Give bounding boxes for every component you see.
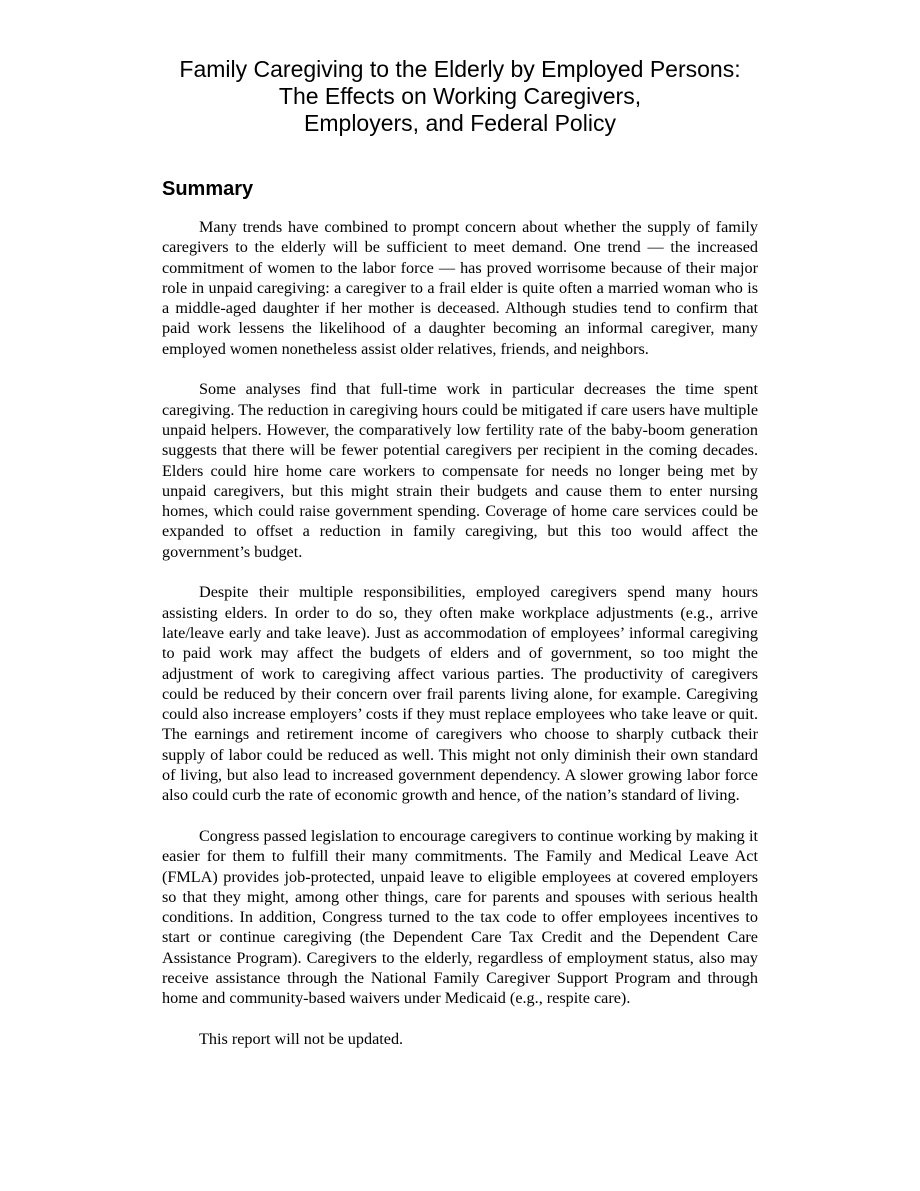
summary-paragraph-1: Many trends have combined to prompt concern about whether the supply of family caregivers to the elderly will be sufficient to meet demand. One trend — the increased commitment of women to the labor force — has proved worrisome because of their major role in unpaid caregiving: a caregiver to a frail elder is quite often a married woman who is a middle-aged daughter if her mother is deceased. Although studies tend to confirm that paid work lessens the likelihood of a daughter becoming an informal caregiver, many employed women nonetheless assist older relatives, friends, and neighbors. [162,218,758,358]
summary-paragraph-3: Despite their multiple responsibilities, employed caregivers spend many hours assisting elders. In order to do so, they often make workplace adjustments (e.g., arrive late/leave early and take leave). Just as accommodation of employees’ informal caregiving to paid work may affect the budgets of elders and of government, so too might the adjustment of work to caregiving affect various parties. The productivity of caregivers could be reduced by their concern over frail parents living alone, for example. Caregiving could also increase employers’ costs if they must replace employees who take leave or quit. The earnings and retirement income of caregivers who choose to sharply cutback their supply of labor could be reduced as well. This might not only diminish their own standard of living, but also lead to increased government dependency. A slower growing labor force also could curb the rate of economic growth and hence, of the nation’s standard of living. [162,583,758,805]
title-line-3: Employers, and Federal Policy [304,110,616,136]
summary-paragraph-4: Congress passed legislation to encourage caregivers to continue working by making it easier for them to fulfill their many commitments. The Family and Medical Leave Act (FMLA) provides job-protected, unpaid leave to eligible employees at covered employers so that they might, among other things, care for parents and spouses with serious health conditions. In addition, Congress turned to the tax code to offer employees incentives to start or continue caregiving (the Dependent Care Tax Credit and the Dependent Care Assistance Program). Caregivers to the elderly, regardless of employment status, also may receive assistance through the National Family Caregiver Support Program and through home and community-based waivers under Medicaid (e.g., respite care). [162,826,758,1008]
title-line-2: The Effects on Working Caregivers, [278,83,642,109]
summary-paragraph-2: Some analyses find that full-time work in particular decreases the time spent caregiving. The reduction in caregiving hours could be mitigated if care users have multiple unpaid helpers. However, the comparatively low fertility rate of the baby-boom generation suggests that there will be fewer potential caregivers per recipient in the coming decades. Elders could hire home care workers to compensate for needs no longer being met by unpaid caregivers, but this might strain their budgets and cause them to enter nursing homes, which could raise government spending. Coverage of home care services could be expanded to offset a reduction in family caregiving, but this too would affect the government’s budget. [162,380,758,561]
document-title [162,56,758,137]
section-heading-summary: Summary [162,178,254,200]
document-page [162,56,758,1069]
update-note: This report will not be updated. [199,1029,404,1048]
title-line-1: Family Caregiving to the Elderly by Employed Persons: [179,56,741,82]
